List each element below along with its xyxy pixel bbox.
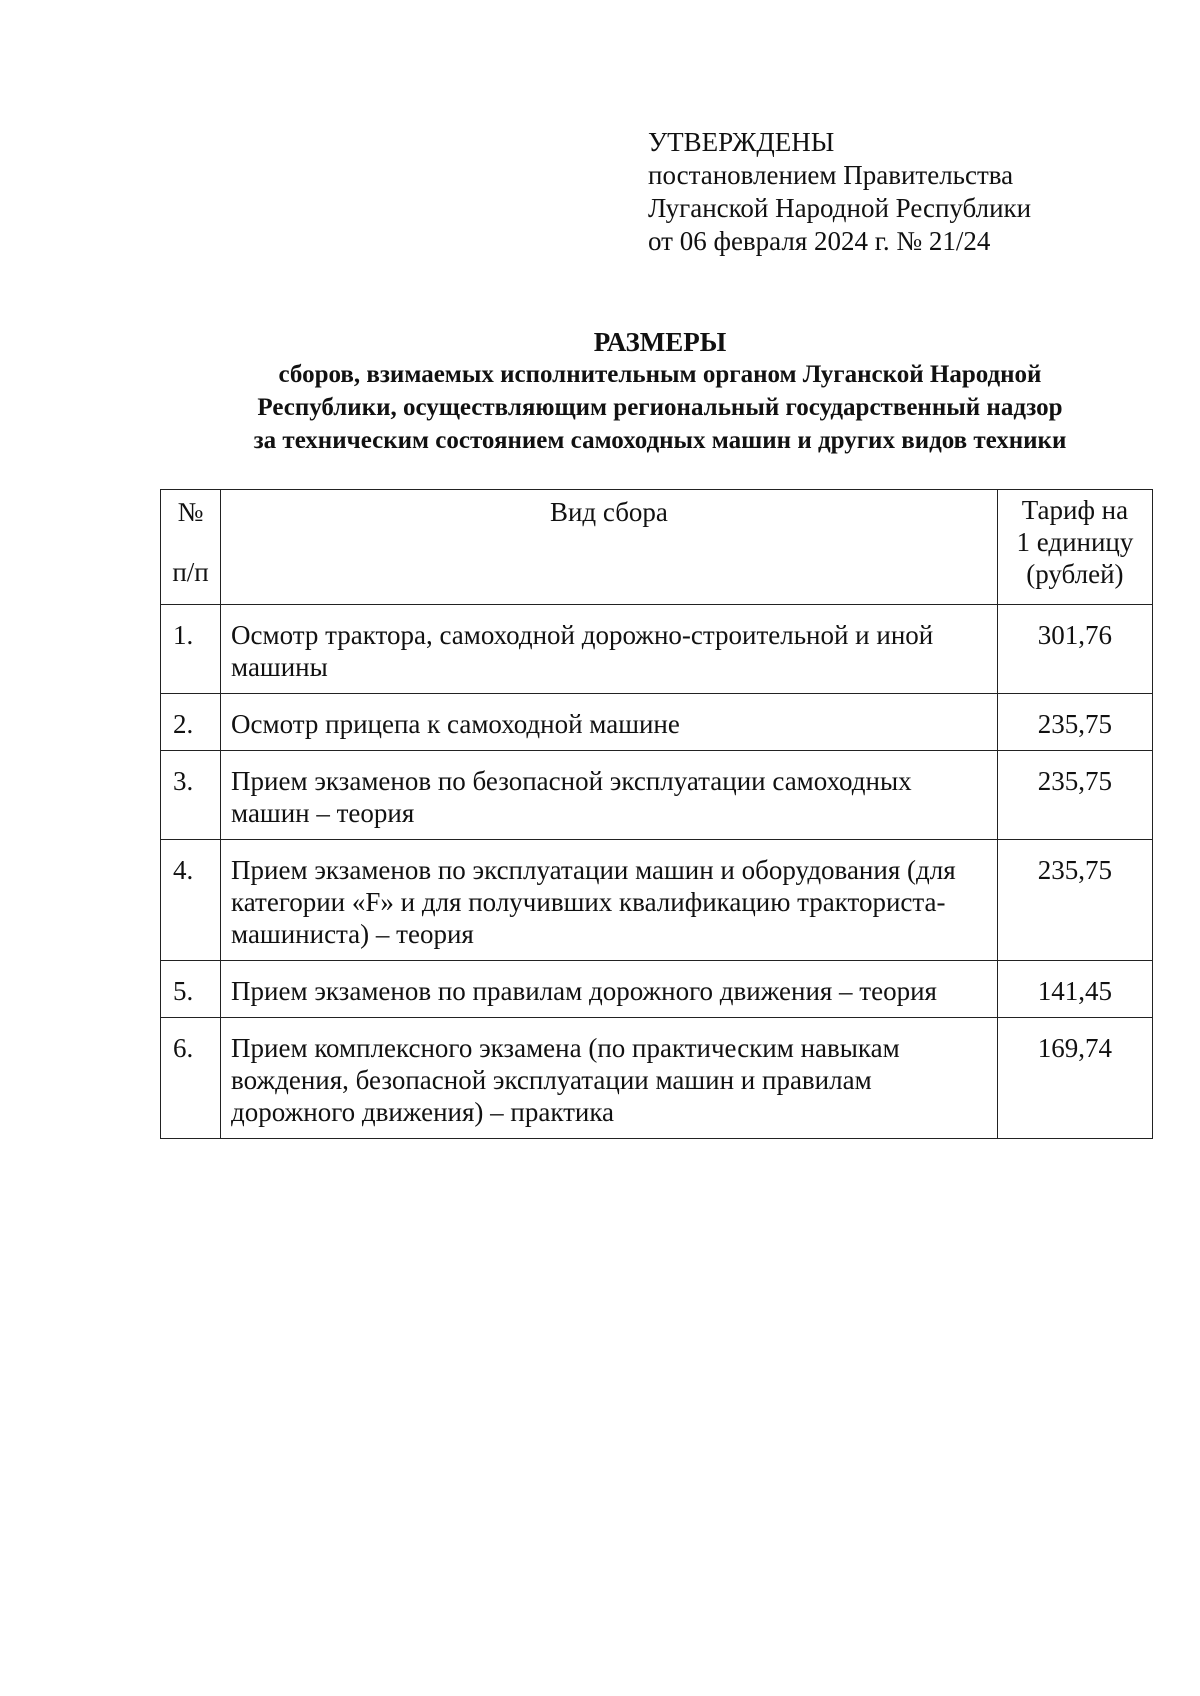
- fees-table: [160, 489, 1153, 1139]
- header-tariff-line-1: Тариф на: [1021, 495, 1129, 525]
- header-tariff-line-3: (рублей): [1026, 559, 1124, 589]
- title-sub-3: за техническим состоянием самоходных машин и других видов техники: [253, 427, 1067, 454]
- title-main: РАЗМЕРЫ: [593, 327, 727, 357]
- row-tariff: 141,45: [997, 961, 1152, 1018]
- header-fee-type: Вид сбора: [221, 490, 998, 605]
- row-fee-type: Прием экзаменов по правилам дорожного движения – теория: [221, 961, 998, 1018]
- row-number: 2.: [161, 694, 221, 751]
- row-number: 6.: [161, 1018, 221, 1139]
- document-title: [130, 326, 1190, 457]
- row-fee-type: Осмотр прицепа к самоходной машине: [221, 694, 998, 751]
- header-tariff-line-2: 1 единицу: [1016, 527, 1134, 557]
- table-row: [161, 605, 1153, 694]
- header-number-symbol: №: [177, 497, 204, 527]
- row-tariff: 235,75: [997, 694, 1152, 751]
- approval-heading: УТВЕРЖДЕНЫ: [648, 127, 835, 157]
- row-number: 5.: [161, 961, 221, 1018]
- title-sub-1: сборов, взимаемых исполнительным органом Луганской Народной: [278, 361, 1042, 388]
- row-tariff: 235,75: [997, 751, 1152, 840]
- row-fee-type: Прием экзаменов по эксплуатации машин и оборудования (для категории «F» и для получивших квалификацию тракториста-машиниста) – теория: [221, 840, 998, 961]
- approval-line-date: от 06 февраля 2024 г. № 21/24: [648, 226, 991, 256]
- row-fee-type: Прием экзаменов по безопасной эксплуатации самоходных машин – теория: [221, 751, 998, 840]
- approval-stamp: [648, 126, 1031, 258]
- header-tariff: [997, 490, 1152, 605]
- table-row: [161, 961, 1153, 1018]
- approval-line-decree: постановлением Правительства: [648, 160, 1014, 190]
- row-number: 4.: [161, 840, 221, 961]
- row-number: 1.: [161, 605, 221, 694]
- row-tariff: 169,74: [997, 1018, 1152, 1139]
- table-row: [161, 694, 1153, 751]
- header-number: [161, 490, 221, 605]
- table-row: [161, 751, 1153, 840]
- table-header-row: [161, 490, 1153, 605]
- title-sub-2: Республики, осуществляющим региональный государственный надзор: [257, 394, 1063, 421]
- header-number-pp: п/п: [172, 557, 209, 587]
- row-tariff: 235,75: [997, 840, 1152, 961]
- table-row: [161, 1018, 1153, 1139]
- row-fee-type: Осмотр трактора, самоходной дорожно-строительной и иной машины: [221, 605, 998, 694]
- table-row: [161, 840, 1153, 961]
- row-number: 3.: [161, 751, 221, 840]
- row-tariff: 301,76: [997, 605, 1152, 694]
- row-fee-type: Прием комплексного экзамена (по практическим навыкам вождения, безопасной эксплуатации машин и правилам дорожного движения) – практика: [221, 1018, 998, 1139]
- approval-line-republic: Луганской Народной Республики: [648, 193, 1032, 223]
